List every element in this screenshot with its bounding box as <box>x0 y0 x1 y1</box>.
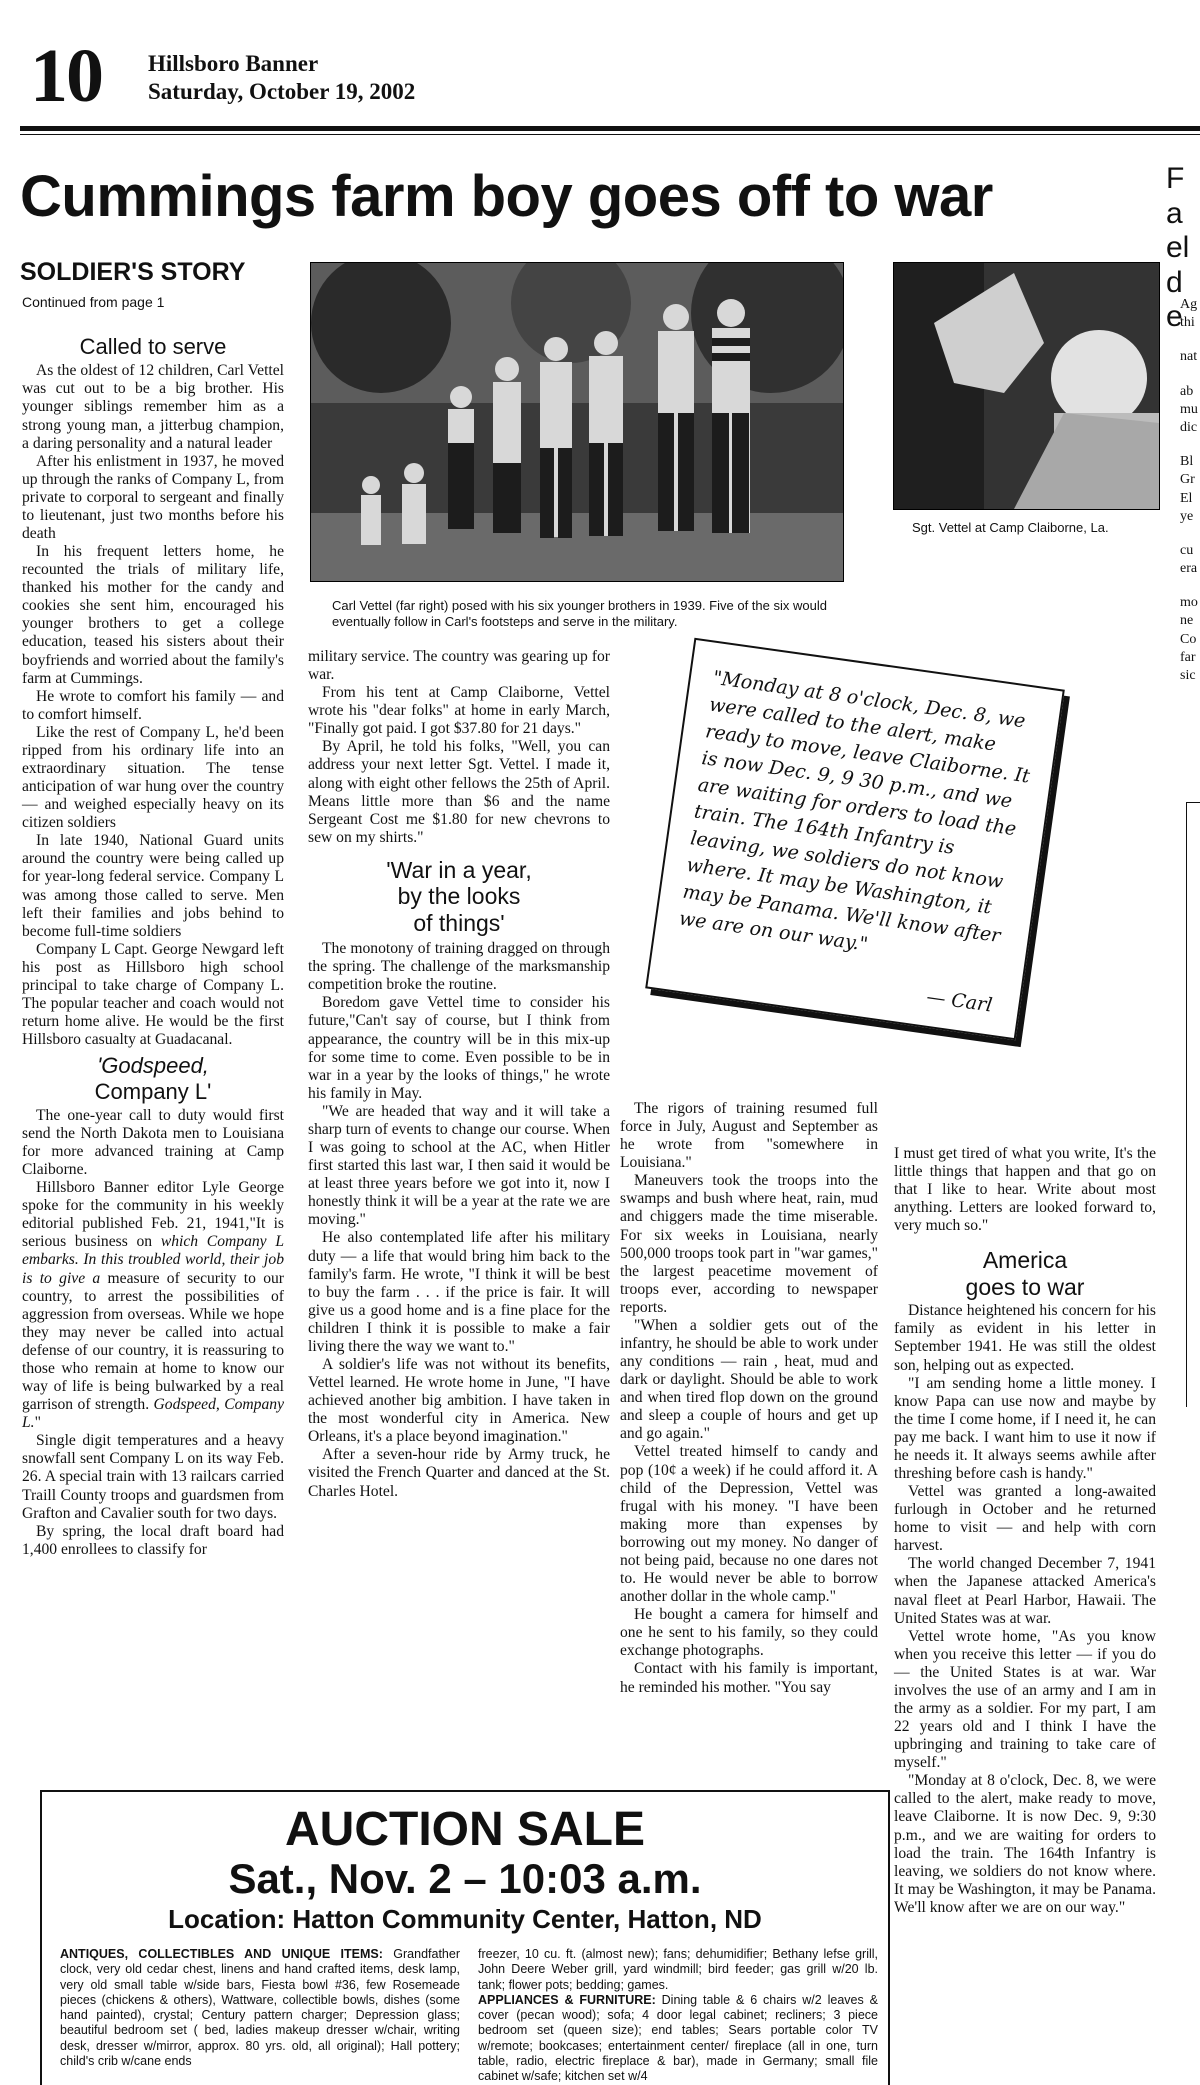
fragment: ne <box>1180 613 1194 629</box>
brothers-photo-caption: Carl Vettel (far right) posed with his six younger brothers in 1939. Five of the six would eventually follow in Carl's footsteps and serve in the military. <box>332 598 827 630</box>
adjacent-box-border <box>1186 802 1187 1407</box>
paragraph: military service. The country was gearing up for war. <box>308 648 610 684</box>
article-kicker: SOLDIER'S STORY <box>20 258 246 286</box>
brothers-photo-image <box>311 263 843 581</box>
auction-category-heading: APPLIANCES & FURNITURE: <box>478 1992 656 2007</box>
auction-category-heading: ANTIQUES, COLLECTIBLES AND UNIQUE ITEMS: <box>60 1947 383 1961</box>
subhead-line: 'Godspeed, <box>97 1053 209 1079</box>
masthead-rule-thick <box>20 126 1200 131</box>
subhead-america-goes-to-war <box>894 1247 1156 1300</box>
paragraph: I must get tired of what you write, It's the little things that happen and that go on that I like to hear. Write about most anything. Letters are looked forward to, very much so." <box>894 1145 1156 1235</box>
issue-date: Saturday, October 19, 2002 <box>148 79 416 104</box>
paragraph: Vettel was granted a long-awaited furlough in October and he returned home to visit — and help with corn harvest. <box>894 1483 1156 1555</box>
auction-items-left <box>60 1947 460 2069</box>
paragraph: Contact with his family is important, he reminded his mother. "You say <box>620 1660 878 1696</box>
portrait-caption: Sgt. Vettel at Camp Claiborne, La. <box>912 520 1109 535</box>
fragment: ye <box>1180 508 1194 524</box>
article-column-2 <box>308 648 610 1501</box>
fragment: Bl <box>1180 454 1194 470</box>
paragraph: The rigors of training resumed full force in July, August and September as he wrote from "somewhere in Louisiana." <box>620 1100 878 1172</box>
continued-note: Continued from page 1 <box>22 294 165 310</box>
subhead-line: America <box>982 1247 1068 1274</box>
paragraph: "Monday at 8 o'clock, Dec. 8, we were called to the alert, make ready to move, leave Claiborne. It is now Dec. 9, 9:30 p.m., and we are waiting for orders to load the train. The 164th Infantry is leaving, we soldiers do not know where. It may be Washington, it may be Panama. We'll know after we are on our way." <box>894 1772 1156 1916</box>
fragment: nat <box>1180 349 1198 365</box>
paragraph: After a seven-hour ride by Army truck, he visited the French Quarter and danced at the St. Charles Hotel. <box>308 1446 610 1500</box>
letter-signature: — Carl <box>925 985 994 1017</box>
article-headline: Cummings farm boy goes off to war <box>20 164 993 229</box>
paragraph: Company L Capt. George Newgard left his post as Hillsboro high school principal to take charge of Company L. The popular teacher and coach would not return home alive. He would be the first Hillsboro casualty at Guadacanal. <box>22 940 284 1049</box>
fragment: far <box>1180 649 1196 665</box>
fragment: era <box>1180 561 1198 577</box>
editorial-text: measure of security to our country, to arrest the possibilities of aggression from overseas. While we hope they may never be called into actual defense of our country, it is reassuring to those who remain at home to know our way of life is being bulwarked by a real garrison of strength. <box>22 1269 284 1414</box>
paragraph: The world changed December 7, 1941 when the Japanese attacked America's naval fleet at Pearl Harbor, Hawaii. The United States was at war. <box>894 1555 1156 1627</box>
fragment: cu <box>1180 542 1194 558</box>
paragraph: The monotony of training dragged on through the spring. The challenge of the marksmanship competition broke the routine. <box>308 940 610 994</box>
fragment: mu <box>1180 401 1198 417</box>
letter-quote-text: "Monday at 8 o'clock, Dec. 8, we were called to the alert, make ready to move, leave Claiborne. It is now Dec. 9, 9 30 p.m., and we are waiting for orders to load the train. The 164th Infantry is leaving, we soldiers do not know where. It may be Washington, it may be Panama. We'll know after we are on our way." <box>677 666 1032 956</box>
auction-items: freezer, 10 cu. ft. (almost new); fans; dehumidifier; Bethany lefse grill, John Deere Weber grill, yard windmill; bird feeder; gas grill w/20 lb. tank; flower pots; bedding; games. <box>478 1947 878 1992</box>
paragraph: Vettel wrote home, "As you know when you receive this letter — if you do — the United States is at war. War involves the use of an army and I am in the army as a soldier. For my part, I am 22 years old and I think I have the upbringing and training to take care of myself." <box>894 1627 1156 1772</box>
paragraph: "I am sending home a little money. I know Papa can use now and maybe by the time I come home, if I need it, he can pay me back. I want him to use it now if he needs it. It always seems awhile after threshing before cash is handy." <box>894 1374 1156 1482</box>
auction-title: AUCTION SALE <box>285 1803 645 1856</box>
paragraph: "When a soldier gets out of the infantry, he should be able to work under any conditions — rain , heat, mud and dark or daylight. Should be able to work and when tired flop down on the ground and sleep a couple of hours and get up and go again." <box>620 1316 878 1443</box>
subhead-line: goes to war <box>965 1273 1085 1300</box>
paragraph: Distance heightened his concern for his family as evident in his letter in September 1941. He was still the oldest son, helping out as expected. <box>894 1302 1156 1374</box>
paragraph: By April, he told his folks, "Well, you can address your next letter Sgt. Vettel. I made it, along with eight other fellows the 25th of April. Means little more than $6 and the name Sergeant Cost me $1.80 for new chevrons to sew on my shirts." <box>308 738 610 846</box>
editorial-italic: Godspeed, Company L. <box>22 1396 284 1432</box>
auction-items: Dining table & 6 chairs w/2 leaves & cover (pecan wood); sofa; 4 door legal cabinet; recliners; 3 piece bedroom set (queen size); end tables; Sears portable color TV w/remote; bookcases; entertainment center/ fireplace (all in one, turn table, radio, electric fireplace & bar), made in Germany; small file cabinet w/safe; kitchen set w/4 <box>478 1992 878 2083</box>
article-column-4 <box>894 1145 1156 1917</box>
fragment: Ag <box>1180 297 1198 312</box>
adjacent-box-border <box>1186 802 1200 803</box>
auction-items-right <box>478 1947 878 2084</box>
editorial-paragraph <box>22 1179 284 1432</box>
fragment: Co <box>1180 631 1197 647</box>
editorial-italic: which Company L embarks. In this troubled world, their job is to give a <box>22 1233 284 1287</box>
paragraph: "We are headed that way and it will take a sharp turn of events to change our course. When I was going to school at the AC, when Hitler first started this last war, I then said it would be at least three years before we got into it, now I honestly think it will be a year at the rate we are moving." <box>308 1102 610 1229</box>
paragraph: The one-year call to duty would first send the North Dakota men to Louisiana for more advanced training at Camp Claiborne. <box>22 1106 284 1179</box>
paragraph: A soldier's life was not without its benefits, Vettel learned. He wrote home in June, "I have achieved another big ambition. I have taken in the most wonderful city in America. New Orleans, it's a place beyond imagination." <box>308 1355 610 1446</box>
auction-date: Sat., Nov. 2 – 10:03 a.m. <box>228 1855 702 1902</box>
subhead-godspeed <box>22 1053 284 1104</box>
paragraph: Vettel treated himself to candy and pop (10¢ a week) if he could afford it. A child of the Depression, Vettel was frugal with his money. "I have been making more than expenses by borrowing out my money. No danger of not being paid, because no one dares not to. He would never be able to borrow another dollar in the whole camp." <box>620 1443 878 1606</box>
paragraph: He bought a camera for himself and one he sent to his family, so they could exchange photographs. <box>620 1606 878 1660</box>
paragraph: He wrote to comfort his family — and to comfort himself. <box>22 687 284 723</box>
article-column-1 <box>22 330 284 1559</box>
paragraph: He also contemplated life after his military duty — a life that would bring him back to the family's farm. He wrote, "I think it will be best to buy the farm . . . if the price is fair. It will give us a good home and is a fine place for the children I think it is possible to make a fair living there the way we want to." <box>308 1229 610 1355</box>
paragraph: As the oldest of 12 children, Carl Vettel was cut out to be a big brother. His younger siblings remember him as a strong young man, a jitterbug champion, a daring personality and a natural leader <box>22 362 284 452</box>
auction-location: Location: Hatton Community Center, Hatton, ND <box>168 1904 762 1934</box>
paragraph: In his frequent letters home, he recounted the trials of military life, thanked his mother for the candy and cookies she sent him, encouraged his younger brothers to get a college education, teased his sisters about their boyfriends and worried about the family's farm at Cummings. <box>22 543 284 687</box>
letter-quote-card <box>645 638 1065 1041</box>
auction-items: Grandfather clock, very old cedar chest, linens and hand crafted items, desk lamp, very old small table w/side bars, Fiesta bowl #36, few Rosemeade pieces (chickens & others), Wattware, collectible bowls, dishes (some hand painted), crystal; Century pattern charger; Depression glass; beautiful bedroom set ( bed, ladies makeup dresser w/chair, writing desk, dresser w/mirror, approx. 80 yrs. old, all original); Hall pottery; child's crib w/cane ends <box>60 1947 460 2068</box>
subhead-line: Company L' <box>94 1078 212 1104</box>
paragraph: By spring, the local draft board had 1,400 enrollees to classify for <box>22 1522 284 1558</box>
subhead-line: of things' <box>413 909 505 936</box>
brothers-photo <box>310 262 844 582</box>
vettel-portrait-image <box>894 263 1159 509</box>
fragment: Gr <box>1180 472 1195 488</box>
paragraph: Like the rest of Company L, he'd been ripped from his ordinary life into an extraordinary situation. The tense anticipation of war hung over the country — and weighed especially heavy on its citizen soldiers <box>22 723 284 832</box>
article-column-3 <box>620 1100 878 1697</box>
paragraph: Single digit temperatures and a heavy snowfall sent Company L on its way Feb. 26. A special train with 13 railcars carried Traill County troops and guardsmen from Grafton and Cavalier south for two days. <box>22 1432 284 1522</box>
newspaper-name: Hillsboro Banner <box>148 51 319 76</box>
subhead-line: 'War in a year, <box>386 856 532 883</box>
subhead-line: by the looks <box>397 883 521 910</box>
fragment: ab <box>1180 383 1194 399</box>
fragment: mo <box>1180 595 1198 611</box>
auction-sale-ad <box>40 1790 890 2085</box>
paragraph: From his tent at Camp Claiborne, Vettel wrote his "dear folks" at home in early March, "Finally got paid. I got $37.80 for 21 days." <box>308 684 610 738</box>
page-number: 10 <box>30 34 102 118</box>
adjacent-text-fragments <box>1180 296 1200 685</box>
fragment: thi <box>1180 315 1195 331</box>
fragment: sic <box>1180 668 1196 683</box>
editorial-text: " <box>34 1414 41 1432</box>
vettel-portrait-photo <box>893 262 1160 510</box>
fragment: dic <box>1180 419 1198 435</box>
adjacent-headline-fragment: Fa el de <box>1166 162 1190 333</box>
paragraph: In late 1940, National Guard units around the country were being called up for year-long federal service. Company L was among those called to serve. Men left their families and jobs behind to become full-time soldiers <box>22 832 284 940</box>
paragraph: After his enlistment in 1937, he moved up through the ranks of Company L, from private to corporal to sergeant and finally to lieutenant, just two months before his death <box>22 452 284 542</box>
paragraph: Maneuvers took the troops into the swamps and bush where heat, rain, mud and chiggers made the time miserable. For six weeks in Louisiana, nearly 500,000 troops took part in "war games," the largest peacetime movement of troops ever, according to newspaper reports. <box>620 1172 878 1316</box>
fragment: El <box>1180 490 1193 506</box>
subhead-war-in-a-year <box>308 857 610 936</box>
editorial-text: Hillsboro Banner editor Lyle George spoke for the community in his weekly editorial published Feb. 21, 1941,"It is serious business on <box>22 1179 284 1251</box>
paragraph: Boredom gave Vettel time to consider his future,"Can't say of course, but I think from appearance, the country will be in this mix-up for some time to come. Even possible to be in war in a year by the looks of things," he wrote his family in May. <box>308 994 610 1102</box>
subhead-called-to-serve: Called to serve <box>79 334 227 359</box>
masthead-rule-thin <box>20 134 1200 135</box>
